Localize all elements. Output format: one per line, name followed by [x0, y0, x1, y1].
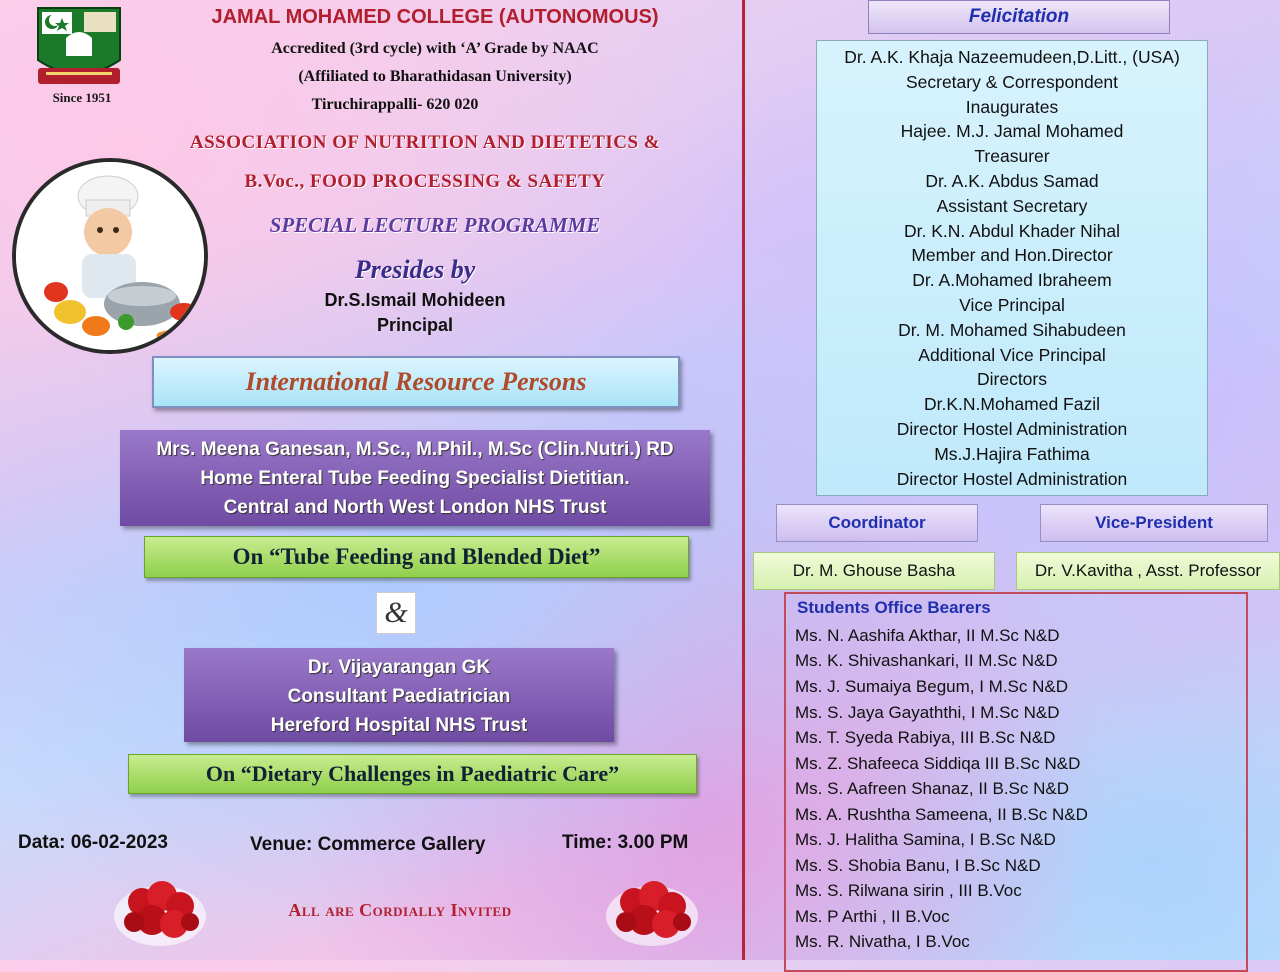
felicitation-heading: Felicitation — [868, 0, 1170, 34]
student-item: Ms. J. Sumaiya Begum, I M.Sc N&D — [795, 677, 1069, 696]
presides-label: Presides by — [354, 255, 476, 284]
felicitation-line: Member and Hon.Director — [911, 245, 1113, 266]
presides-name: Dr.S.Ismail Mohideen — [324, 290, 506, 310]
college-logo — [32, 4, 126, 92]
students-heading: Students Office Bearers — [797, 598, 991, 617]
felicitation-line: Secretary & Correspondent — [905, 71, 1119, 92]
felicitation-line: Ms.J.Hajira Fathima — [934, 443, 1090, 464]
felicitation-line: Dr. A.Mohamed Ibraheem — [912, 270, 1112, 291]
resource-person-1 — [120, 430, 710, 526]
student-item: Ms. K. Shivashankari, II M.Sc N&D — [795, 651, 1058, 670]
resource-persons-heading: International Resource Persons — [152, 356, 680, 408]
person-1-line-2: Home Enteral Tube Feeding Specialist Dietitian. — [200, 468, 630, 489]
felicitation-line: Director Hostel Administration — [896, 468, 1128, 489]
person-2-line-2: Consultant Paediatrician — [287, 686, 511, 707]
roses-right-image — [604, 872, 700, 952]
ampersand-ornament: & — [376, 592, 416, 634]
association-line-2: B.Voc., FOOD PROCESSING & SAFETY — [244, 171, 606, 192]
programme-title: SPECIAL LECTURE PROGRAMME — [269, 213, 601, 237]
since-year: Since 1951 — [52, 90, 112, 105]
student-item: Ms. S. Jaya Gayaththi, I M.Sc N&D — [795, 703, 1060, 722]
felicitation-line: Vice Principal — [959, 294, 1065, 315]
felicitation-line: Dr. M. Mohamed Sihabudeen — [898, 319, 1126, 340]
baby-chef-image — [12, 158, 208, 354]
association-line-1: ASSOCIATION OF NUTRITION AND DIETETICS & — [189, 132, 661, 153]
student-item: Ms. J. Halitha Samina, I B.Sc N&D — [795, 830, 1056, 849]
person-2-line-3: Hereford Hospital NHS Trust — [270, 715, 528, 736]
event-date: Data: 06-02-2023 — [18, 832, 168, 853]
resource-person-2 — [184, 648, 614, 742]
coordinator-name: Dr. M. Ghouse Basha — [753, 552, 995, 590]
event-time: Time: 3.00 PM — [562, 832, 689, 853]
vice-president-heading: Vice-President — [1040, 504, 1268, 542]
accreditation-line: Accredited (3rd cycle) with ‘A’ Grade by NAAC — [271, 40, 599, 57]
student-item: Ms. N. Aashifa Akthar, II M.Sc N&D — [795, 626, 1060, 645]
student-item: Ms. S. Rilwana sirin , III B.Voc — [795, 881, 1022, 900]
student-item: Ms. P Arthi , II B.Voc — [795, 907, 950, 926]
topic-1: On “Tube Feeding and Blended Diet” — [144, 536, 689, 578]
felicitation-line: Hajee. M.J. Jamal Mohamed — [900, 121, 1124, 142]
coordinator-heading: Coordinator — [776, 504, 978, 542]
felicitation-box — [816, 40, 1208, 496]
student-item: Ms. Z. Shafeeca Siddiqa III B.Sc N&D — [795, 754, 1081, 773]
event-venue: Venue: Commerce Gallery — [250, 834, 486, 855]
felicitation-line: Assistant Secretary — [936, 195, 1088, 216]
cordially-invited: All are Cordially Invited — [288, 900, 512, 920]
column-divider — [742, 0, 745, 960]
student-item: Ms. S. Shobia Banu, I B.Sc N&D — [795, 856, 1041, 875]
person-1-line-1: Mrs. Meena Ganesan, M.Sc., M.Phil., M.Sc (Clin.Nutri.) RD — [156, 439, 674, 460]
student-item: Ms. R. Nivatha, I B.Voc — [795, 932, 970, 951]
felicitation-line: Treasurer — [974, 146, 1050, 167]
student-item: Ms. S. Aafreen Shanaz, II B.Sc N&D — [795, 779, 1070, 798]
roses-left-image — [112, 872, 208, 952]
topic-2: On “Dietary Challenges in Paediatric Care” — [128, 754, 697, 794]
felicitation-line: Dr. A.K. Abdus Samad — [925, 170, 1099, 191]
felicitation-line: Dr. A.K. Khaja Nazeemudeen,D.Litt., (USA) — [844, 47, 1180, 67]
student-item: Ms. A. Rushtha Sameena, II B.Sc N&D — [795, 805, 1088, 824]
person-2-line-1: Dr. Vijayarangan GK — [307, 657, 491, 678]
person-1-line-3: Central and North West London NHS Trust — [223, 497, 607, 518]
presides-role: Principal — [376, 315, 454, 335]
college-name: JAMAL MOHAMED COLLEGE (AUTONOMOUS) — [211, 6, 659, 28]
felicitation-line: Director Hostel Administration — [896, 418, 1128, 439]
vice-president-name: Dr. V.Kavitha , Asst. Professor — [1016, 552, 1280, 590]
felicitation-line: Directors — [976, 369, 1047, 390]
affiliation-line: (Affiliated to Bharathidasan University) — [298, 68, 572, 85]
felicitation-line: Additional Vice Principal — [918, 344, 1106, 365]
felicitation-line: Dr.K.N.Mohamed Fazil — [923, 394, 1101, 415]
felicitation-line: Dr. K.N. Abdul Khader Nihal — [904, 220, 1120, 241]
felicitation-line: Inaugurates — [965, 96, 1059, 117]
city-line: Tiruchirappalli- 620 020 — [311, 96, 479, 113]
student-item: Ms. T. Syeda Rabiya, III B.Sc N&D — [795, 728, 1056, 747]
